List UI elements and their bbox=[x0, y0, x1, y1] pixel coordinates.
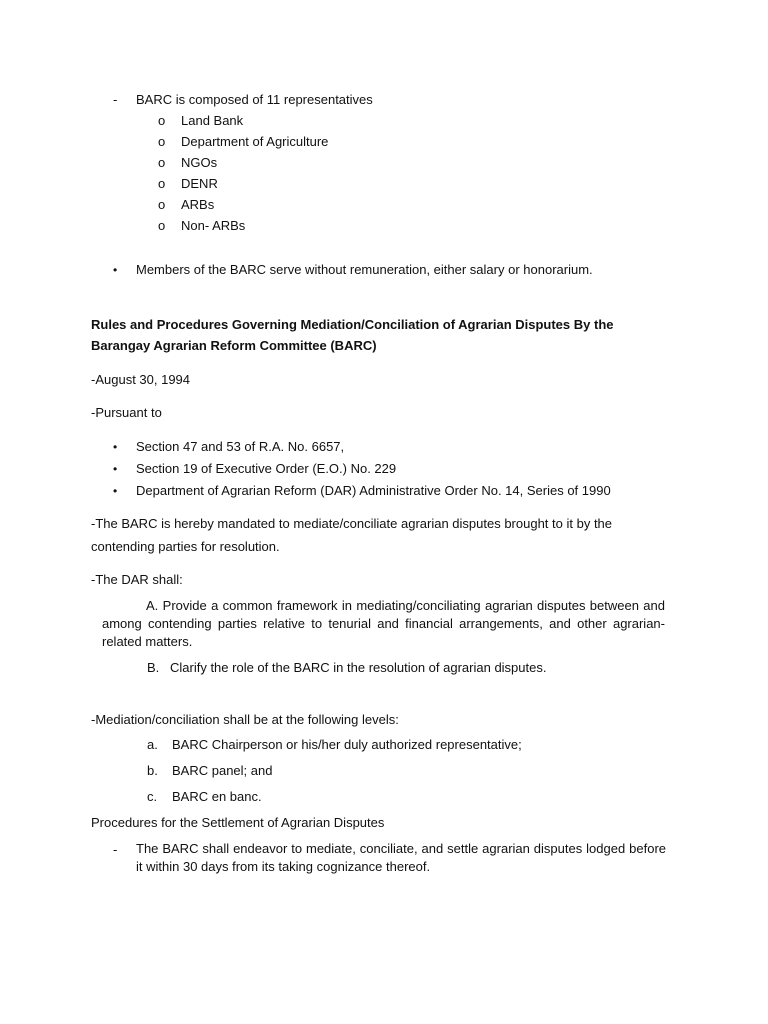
member-item-agriculture: Department of Agriculture bbox=[181, 134, 329, 149]
list-marker: o bbox=[158, 197, 166, 212]
pursuant-item-ra-6657: Section 47 and 53 of R.A. No. 6657, bbox=[136, 439, 345, 454]
level-c-mark: c. bbox=[147, 789, 158, 804]
procedures-item: The BARC shall endeavor to mediate, conciliate, and settle agrarian disputes lodged before it within 30 days from its taking cognizance thereof. bbox=[136, 841, 666, 874]
list-marker: o bbox=[158, 134, 166, 149]
rules-title-line-2: Barangay Agrarian Reform Committee (BARC) bbox=[91, 338, 377, 353]
level-a-text: BARC Chairperson or his/her duly authorized representative; bbox=[172, 737, 522, 752]
bullet-marker: • bbox=[113, 462, 118, 476]
levels-label: -Mediation/conciliation shall be at the following levels: bbox=[91, 712, 399, 727]
remuneration-text: Members of the BARC serve without remuneration, either salary or honorarium. bbox=[136, 262, 593, 277]
pursuant-item-eo-229: Section 19 of Executive Order (E.O.) No. 229 bbox=[136, 461, 397, 476]
pursuant-item-dar-ao-14: Department of Agrarian Reform (DAR) Administrative Order No. 14, Series of 1990 bbox=[136, 483, 611, 498]
list-marker: o bbox=[158, 113, 166, 128]
member-item-land-bank: Land Bank bbox=[181, 113, 244, 128]
rules-title-line-1: Rules and Procedures Governing Mediation/Conciliation of Agrarian Disputes By the bbox=[91, 317, 614, 332]
dar-item-a-mark: A. bbox=[146, 598, 159, 613]
dar-item-a-text: Provide a common framework in mediating/conciliating agrarian disputes between and among contending parties relative to tenurial and financial arrangements, and other agrarian-related matters. bbox=[102, 598, 665, 649]
member-item-arbs: ARBs bbox=[181, 197, 215, 212]
mandate-line-1: -The BARC is hereby mandated to mediate/conciliate agrarian disputes brought to it by the bbox=[91, 516, 613, 531]
dash-marker: - bbox=[113, 92, 118, 107]
dash-marker: - bbox=[113, 842, 118, 857]
level-b-mark: b. bbox=[147, 763, 158, 778]
dar-item-b-text: Clarify the role of the BARC in the resolution of agrarian disputes. bbox=[170, 660, 547, 675]
level-b-text: BARC panel; and bbox=[172, 763, 273, 778]
pursuant-label: -Pursuant to bbox=[91, 405, 162, 420]
dar-item-b-mark: B. bbox=[147, 660, 160, 675]
member-item-denr: DENR bbox=[181, 176, 218, 191]
dar-label: -The DAR shall: bbox=[91, 572, 183, 587]
bullet-marker: • bbox=[113, 263, 118, 277]
level-a-mark: a. bbox=[147, 737, 158, 752]
dar-item-a bbox=[102, 597, 665, 651]
rules-date: -August 30, 1994 bbox=[91, 372, 191, 387]
level-c-text: BARC en banc. bbox=[172, 789, 262, 804]
mandate-line-2: contending parties for resolution. bbox=[91, 539, 280, 554]
procedures-heading: Procedures for the Settlement of Agrarian Disputes bbox=[91, 815, 385, 830]
list-marker: o bbox=[158, 155, 166, 170]
member-item-ngos: NGOs bbox=[181, 155, 218, 170]
bullet-marker: • bbox=[113, 484, 118, 498]
member-item-non-arbs: Non- ARBs bbox=[181, 218, 246, 233]
bullet-marker: • bbox=[113, 440, 118, 454]
list-marker: o bbox=[158, 176, 166, 191]
list-marker: o bbox=[158, 218, 166, 233]
composition-intro: BARC is composed of 11 representatives bbox=[136, 92, 373, 107]
